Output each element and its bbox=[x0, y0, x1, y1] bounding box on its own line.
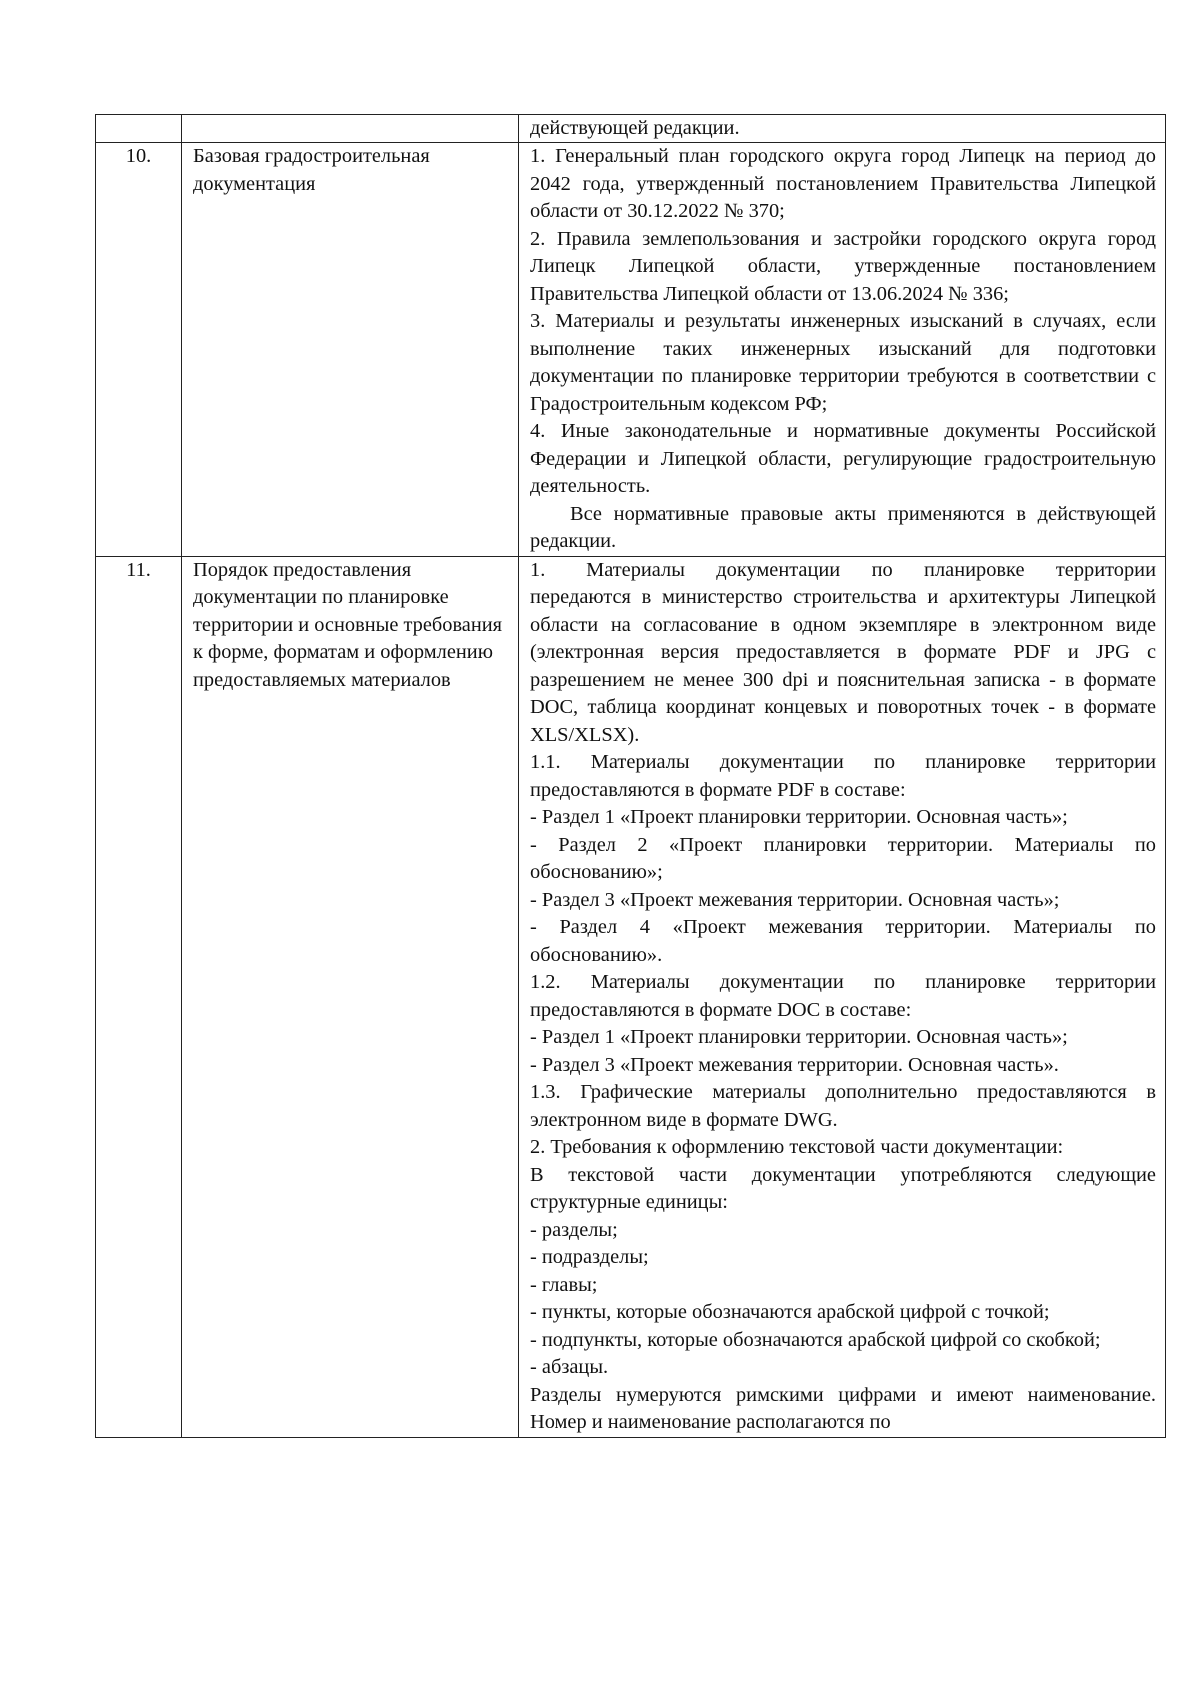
table-row bbox=[96, 143, 1166, 557]
content-paragraph: - Раздел 3 «Проект межевания территории. Основная часть». bbox=[530, 1053, 1059, 1076]
table-row bbox=[96, 556, 1166, 1437]
row-name-cell: Базовая градостроительная документация bbox=[182, 143, 519, 557]
content-paragraph: 4. Иные законодательные и нормативные документы Российской Федерации и Липецкой области, регулирующие градостроительную деятельность. bbox=[530, 420, 1156, 497]
content-paragraph: Все нормативные правовые акты применяются в действующей редакции. bbox=[530, 502, 1156, 552]
content-paragraph: 3. Материалы и результаты инженерных изысканий в случаях, если выполнение таких инженерных изысканий для подготовки документации по планировке территории требуются в соответствии с Градостроительным кодексом РФ; bbox=[530, 310, 1156, 415]
row-content-cell bbox=[519, 143, 1166, 557]
table-row bbox=[96, 115, 1166, 143]
content-paragraph: В текстовой части документации употребляются следующие структурные единицы: bbox=[530, 1163, 1156, 1213]
content-paragraph: 2. Правила землепользования и застройки городского округа город Липецк Липецкой области, утвержденные постановлением Правительства Липецкой области от 13.06.2024 № 336; bbox=[530, 227, 1156, 305]
content-paragraph: - подразделы; bbox=[530, 1246, 649, 1268]
content-paragraph: 2. Требования к оформлению текстовой части документации: bbox=[530, 1136, 1064, 1158]
content-paragraph: - Раздел 2 «Проект планировки территории. Материалы по обоснованию»; bbox=[530, 833, 1156, 883]
content-paragraph: - Раздел 1 «Проект планировки территории. Основная часть»; bbox=[530, 806, 1068, 828]
content-paragraph: 1.2. Материалы документации по планировке территории предоставляются в формате DOC в составе: bbox=[530, 971, 1156, 1021]
content-paragraph: 1.1. Материалы документации по планировке территории предоставляются в формате PDF в составе: bbox=[530, 751, 1156, 801]
content-paragraph: - Раздел 4 «Проект межевания территории. Материалы по обоснованию». bbox=[530, 916, 1156, 966]
content-paragraph: действующей редакции. bbox=[530, 117, 740, 139]
content-paragraph: - абзацы. bbox=[530, 1356, 609, 1378]
content-paragraph: 1. Материалы документации по планировке территории передаются в министерство строительства и архитектуры Липецкой области на согласование в одном экземпляре в электронном виде (электронная версия предоставляется в формате PDF и JPG с разрешением не менее 300 dpi и пояснительная записка - в формате DOC, таблица координат концевых и поворотных точек - в формате XLS/XLSX). bbox=[530, 558, 1156, 746]
content-paragraph: - подпункты, которые обозначаются арабской цифрой со скобкой; bbox=[530, 1328, 1101, 1351]
content-paragraph: - главы; bbox=[530, 1273, 598, 1296]
row-content-cell bbox=[519, 556, 1166, 1437]
requirements-table bbox=[95, 114, 1166, 1438]
row-name-cell: Порядок предоставления документации по планировке территории и основные требования к форме, форматам и оформлению предоставляемых материалов bbox=[182, 556, 519, 1437]
content-paragraph: - пункты, которые обозначаются арабской цифрой с точкой; bbox=[530, 1301, 1050, 1323]
content-paragraph: Разделы нумеруются римскими цифрами и имеют наименование. Номер и наименование располагаются по bbox=[530, 1383, 1156, 1433]
row-number-cell: 10. bbox=[96, 143, 182, 557]
content-paragraph: 1. Генеральный план городского округа город Липецк на период до 2042 года, утвержденный постановлением Правительства Липецкой области от 30.12.2022 № 370; bbox=[530, 145, 1156, 222]
content-paragraph: - Раздел 3 «Проект межевания территории. Основная часть»; bbox=[530, 888, 1060, 911]
row-number-cell: 11. bbox=[96, 556, 182, 1437]
content-paragraph: 1.3. Графические материалы дополнительно предоставляются в электронном виде в формате DWG. bbox=[530, 1081, 1156, 1131]
content-paragraph: - разделы; bbox=[530, 1218, 618, 1241]
row-name-cell bbox=[182, 115, 519, 143]
content-paragraph: - Раздел 1 «Проект планировки территории. Основная часть»; bbox=[530, 1026, 1068, 1048]
row-content-cell bbox=[519, 115, 1166, 143]
row-number-cell bbox=[96, 115, 182, 143]
